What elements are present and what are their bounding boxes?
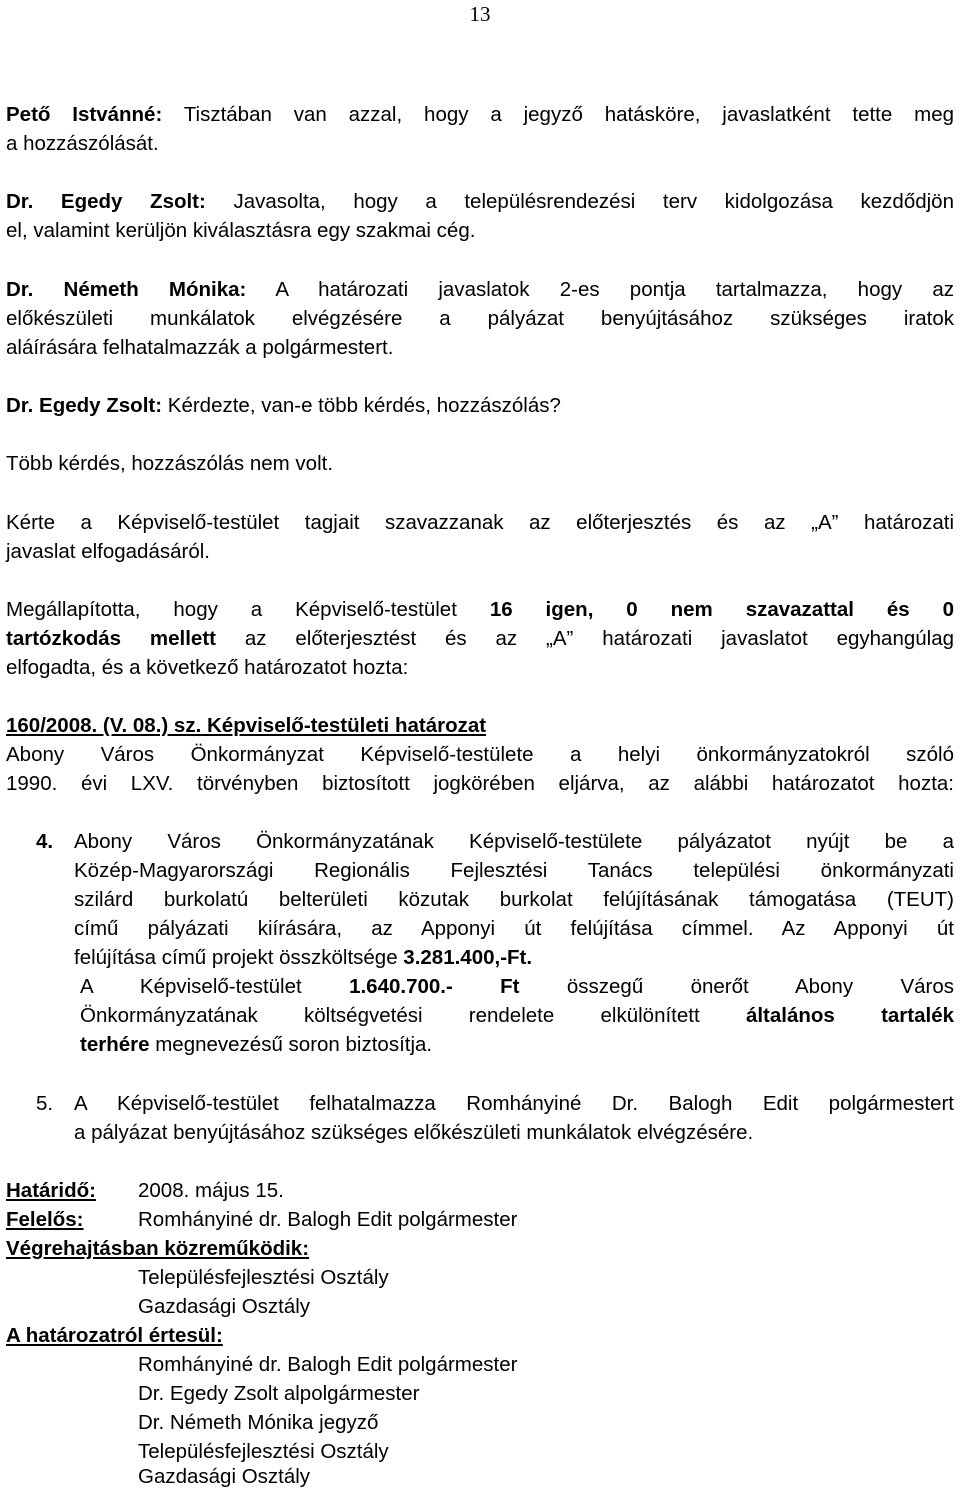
speaker-name: Pető Istvánné:	[6, 103, 163, 126]
item-4-line4: című pályázati kiírására, az Apponyi út felújítása címmel. Az Apponyi út	[74, 917, 954, 940]
paragraph-nemeth-line1	[6, 275, 954, 304]
item-5-line2: a pályázat benyújtásához szükséges előkészületi munkálatok elvégzésére.	[74, 1121, 754, 1144]
deadline-label: Határidő:	[6, 1179, 96, 1202]
resolution-number: 160/2008. (V. 08.) sz.	[6, 714, 202, 737]
item-4-line1: Abony Város Önkormányzatának Képviselő-testülete pályázatot nyújt be a	[74, 830, 954, 853]
speaker-name: Dr. Németh Mónika:	[6, 278, 247, 301]
paragraph-text: A határozati javaslatok 2-es pontja tartalmazza, hogy az	[275, 278, 954, 301]
own-contribution: 1.640.700.- Ft	[349, 975, 520, 998]
item-4-line7	[80, 1001, 954, 1030]
notified-item: Gazdasági Osztály	[138, 1465, 311, 1488]
paragraph-pető-line1	[6, 100, 954, 129]
deadline-value: 2008. május 15.	[138, 1179, 284, 1202]
paragraph-nemeth-line3: aláírására felhatalmazzák a polgármestert.	[6, 336, 394, 359]
paragraph-egedy-line2: el, valamint kerüljön kiválasztásra egy szakmai cég.	[6, 219, 476, 242]
paragraph-text: Javasolta, hogy a településrendezési terv kidolgozása kezdődjön	[233, 190, 954, 213]
item-5-line1: A Képviselő-testület felhatalmazza Romhányiné Dr. Balogh Edit polgármestert	[74, 1092, 954, 1115]
text-span: az előterjesztést és az „A” határozati javaslatot egyhangúlag	[216, 627, 955, 650]
reserve-label: terhére	[80, 1033, 150, 1056]
text-span: összegű önerőt Abony Város	[519, 975, 954, 998]
notified-label: A határozatról értesül:	[6, 1324, 223, 1347]
paragraph-vote-result-line3: elfogadta, és a következő határozatot hozta:	[6, 656, 409, 679]
speaker-name: Dr. Egedy Zsolt:	[6, 394, 163, 417]
text-span: A Képviselő-testület	[80, 975, 350, 998]
item-4-line2: Közép-Magyarországi Regionális Fejlesztési Tanács települési önkormányzati	[74, 859, 954, 882]
text-span: megnevezésű soron biztosítja.	[149, 1033, 433, 1056]
paragraph-vote-request-line2: javaslat elfogadásáról.	[6, 540, 210, 563]
vote-count: 16 igen, 0 nem szavazattal és 0	[489, 598, 955, 621]
item-4-line3: szilárd burkolatú belterületi közutak burkolat felújításának támogatása (TEUT)	[74, 888, 954, 911]
paragraph-text: Kérdezte, van-e több kérdés, hozzászólás?	[167, 394, 561, 417]
paragraph-egedy-question	[6, 391, 954, 420]
paragraph-vote-result-line2	[6, 624, 954, 653]
item-4-number: 4.	[36, 830, 54, 853]
notified-item: Dr. Egedy Zsolt alpolgármester	[138, 1382, 420, 1405]
text-span: Önkormányzatának költségvetési rendelete elkülönített	[80, 1004, 746, 1027]
item-4-line8	[80, 1030, 954, 1059]
item-4-line6	[80, 972, 954, 1001]
item-5-number: 5.	[36, 1092, 54, 1115]
notified-item: Településfejlesztési Osztály	[138, 1440, 389, 1463]
paragraph-nemeth-line2: előkészületi munkálatok elvégzésére a pályázat benyújtásához szükséges iratok	[6, 307, 954, 330]
paragraph-text: Tisztában van azzal, hogy a jegyző hatásköre, javaslatként tette meg	[183, 103, 954, 126]
paragraph-no-questions: Több kérdés, hozzászólás nem volt.	[6, 452, 334, 475]
vote-abstain: tartózkodás mellett	[6, 627, 216, 650]
paragraph-vote-result-line1	[6, 595, 954, 624]
paragraph-pető-line2: a hozzászólását.	[6, 132, 159, 155]
responsible-label: Felelős:	[6, 1208, 84, 1231]
cooperation-item: Gazdasági Osztály	[138, 1295, 311, 1318]
resolution-title: Képviselő-testületi határozat	[206, 714, 487, 737]
paragraph-vote-request-line1: Kérte a Képviselő-testület tagjait szavazzanak az előterjesztés és az „A” határozati	[6, 511, 954, 534]
speaker-name: Dr. Egedy Zsolt:	[6, 190, 206, 213]
paragraph-egedy-line1	[6, 187, 954, 216]
resolution-intro-line1: Abony Város Önkormányzat Képviselő-testülete a helyi önkormányzatokról szóló	[6, 743, 954, 766]
responsible-value: Romhányiné dr. Balogh Edit polgármester	[138, 1208, 518, 1231]
cooperation-item: Településfejlesztési Osztály	[138, 1266, 389, 1289]
cooperation-label: Végrehajtásban közreműködik:	[6, 1237, 310, 1260]
resolution-heading	[6, 711, 954, 740]
text-span: felújítása című projekt összköltsége	[74, 946, 404, 969]
resolution-intro-line2: 1990. évi LXV. törvényben biztosított jogkörében eljárva, az alábbi határozatot hozta:	[6, 772, 954, 795]
page-number: 13	[469, 2, 491, 26]
notified-item: Dr. Németh Mónika jegyző	[138, 1411, 379, 1434]
item-4-line5	[74, 943, 954, 972]
reserve-label: általános tartalék	[745, 1004, 954, 1027]
text-span: Megállapította, hogy a Képviselő-testület	[6, 598, 490, 621]
total-cost: 3.281.400,-Ft.	[403, 946, 533, 969]
notified-item: Romhányiné dr. Balogh Edit polgármester	[138, 1353, 518, 1376]
